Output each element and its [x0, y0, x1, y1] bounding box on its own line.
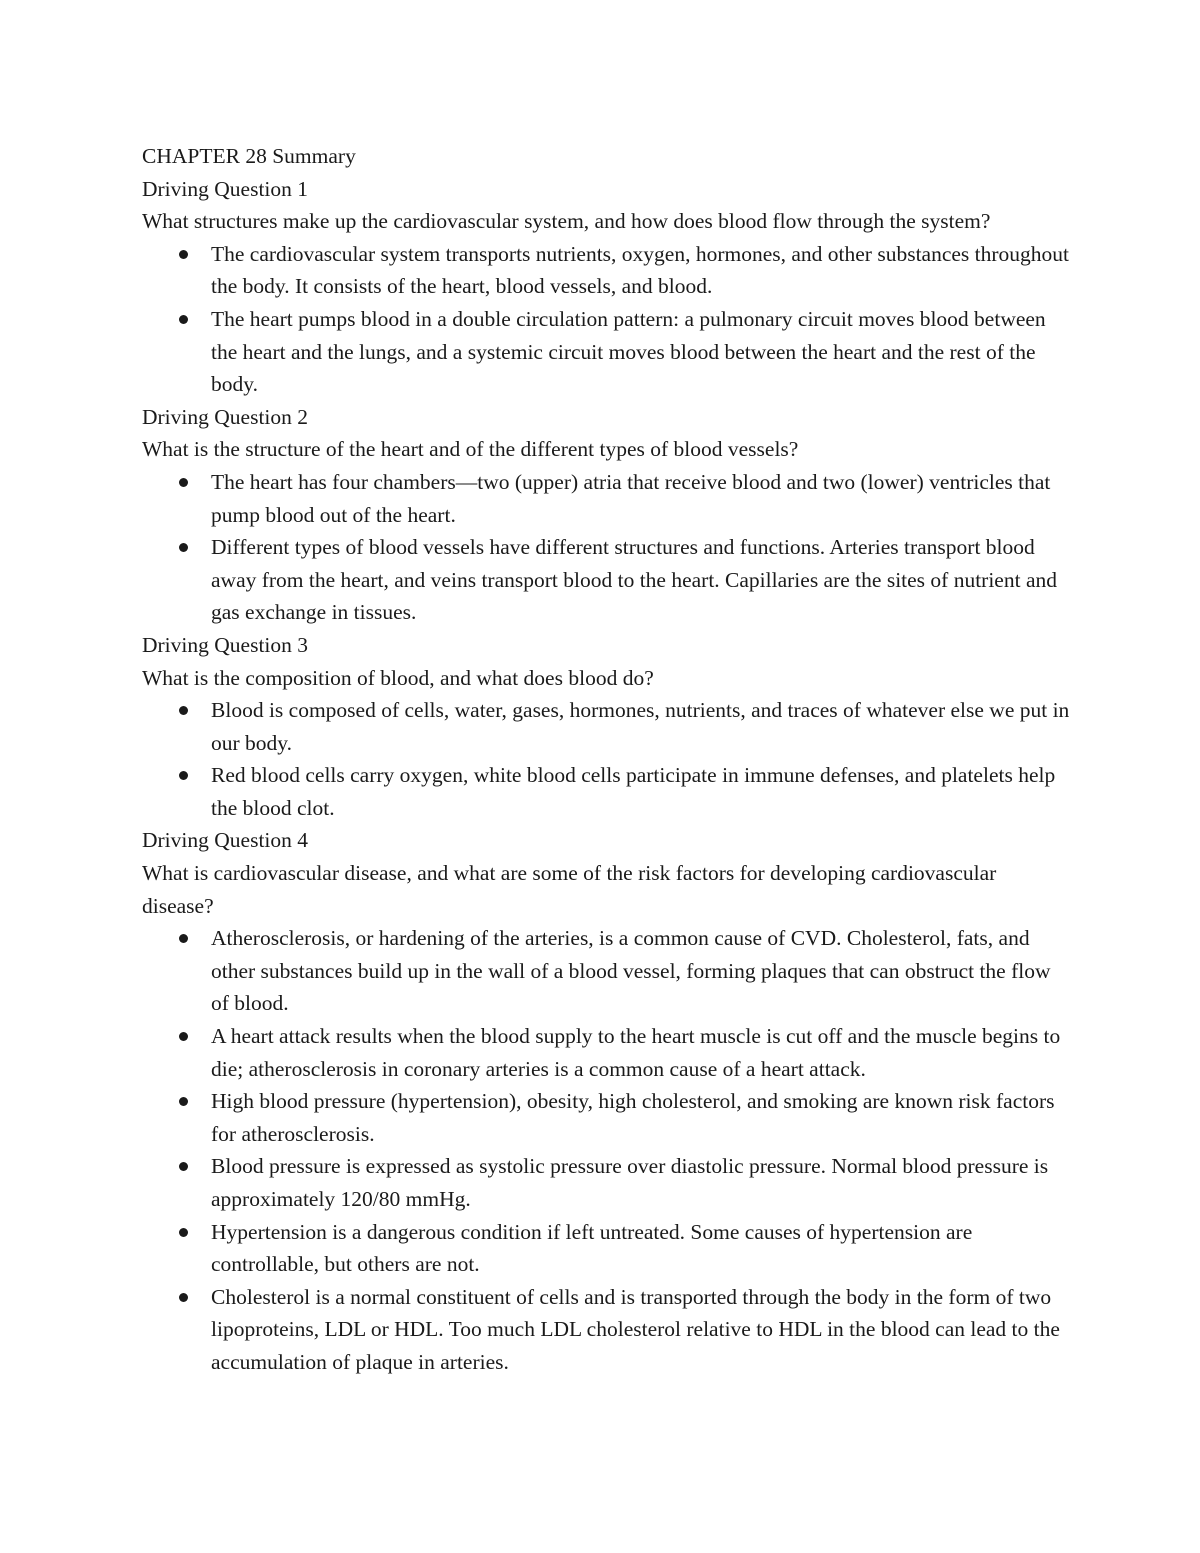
bullet-text: Atherosclerosis, or hardening of the arteries, is a common cause of CVD. Cholesterol, fats, and other substances build up in the wall of a blood vessel, forming plaques that can obstruct the flow of blood. [211, 926, 1051, 1016]
driving-question-text-1: What structures make up the cardiovascular system, and how does blood flow through the system? [142, 209, 991, 234]
driving-question-text-3: What is the composition of blood, and what does blood do? [142, 665, 654, 690]
bullet-text: High blood pressure (hypertension), obesity, high cholesterol, and smoking are known risk factors for atherosclerosis. [211, 1089, 1055, 1146]
bullet-text: Hypertension is a dangerous condition if left untreated. Some causes of hypertension are controllable, but others are not. [211, 1219, 973, 1277]
bullet-icon [179, 1293, 188, 1302]
document-title: CHAPTER 28 Summary [142, 144, 356, 168]
bullet-list-3 [142, 694, 1072, 824]
bullet-icon [179, 934, 188, 943]
list-item [142, 1020, 1072, 1085]
driving-question-text-4: What is cardiovascular disease, and what are some of the risk factors for developing cardiovascular disease? [142, 861, 997, 918]
list-item [142, 303, 1072, 401]
bullet-text: The heart pumps blood in a double circulation pattern: a pulmonary circuit moves blood between the heart and the lungs, and a systemic circuit moves blood between the heart and the rest of the body. [211, 306, 1046, 397]
bullet-list-2 [142, 466, 1072, 629]
bullet-text: A heart attack results when the blood supply to the heart muscle is cut off and the muscle begins to die; atherosclerosis in coronary arteries is a common cause of a heart attack. [211, 1024, 1061, 1081]
driving-question-heading-4: Driving Question 4 [142, 828, 309, 853]
list-item [142, 238, 1072, 303]
bullet-icon [179, 1032, 188, 1041]
list-item [142, 1216, 1072, 1281]
list-item [142, 531, 1072, 629]
list-item [142, 1281, 1072, 1379]
driving-question-heading-2: Driving Question 2 [142, 404, 309, 429]
bullet-text: The heart has four chambers—two (upper) atria that receive blood and two (lower) ventricles that pump blood out of the heart. [211, 469, 1051, 527]
bullet-icon [179, 771, 188, 780]
driving-question-text-2: What is the structure of the heart and of the different types of blood vessels? [142, 437, 799, 462]
bullet-list-1 [142, 238, 1072, 401]
bullet-text: Different types of blood vessels have different structures and functions. Arteries transport blood away from the heart, and veins transport blood to the heart. Capillaries are the sites of nutrient and gas exchange in tissues. [211, 535, 1057, 625]
list-item [142, 466, 1072, 531]
bullet-text: Blood pressure is expressed as systolic pressure over diastolic pressure. Normal blood pressure is approximately 120/80 mmHg. [211, 1154, 1049, 1211]
bullet-text: Cholesterol is a normal constituent of cells and is transported through the body in the form of two lipoproteins, LDL or HDL. Too much LDL cholesterol relative to HDL in the blood can lead to the accumulation of plaque in arteries. [211, 1284, 1060, 1374]
driving-question-heading-1: Driving Question 1 [142, 176, 309, 201]
list-item [142, 694, 1072, 759]
driving-question-heading-3: Driving Question 3 [142, 632, 309, 657]
document-page [142, 140, 1072, 1379]
bullet-icon [179, 706, 188, 715]
bullet-text: Blood is composed of cells, water, gases, hormones, nutrients, and traces of whatever else we put in our body. [211, 698, 1070, 755]
bullet-icon [179, 478, 188, 487]
bullet-icon [179, 543, 188, 552]
bullet-icon [179, 315, 188, 324]
bullet-icon [179, 250, 188, 259]
bullet-list-4 [142, 922, 1072, 1378]
list-item [142, 1150, 1072, 1215]
bullet-text: Red blood cells carry oxygen, white blood cells participate in immune defenses, and platelets help the blood clot. [211, 763, 1056, 820]
list-item [142, 1085, 1072, 1150]
bullet-icon [179, 1097, 188, 1106]
bullet-icon [179, 1162, 188, 1171]
list-item [142, 922, 1072, 1020]
bullet-icon [179, 1228, 188, 1237]
list-item [142, 759, 1072, 824]
bullet-text: The cardiovascular system transports nutrients, oxygen, hormones, and other substances throughout the body. It consists of the heart, blood vessels, and blood. [211, 241, 1070, 299]
